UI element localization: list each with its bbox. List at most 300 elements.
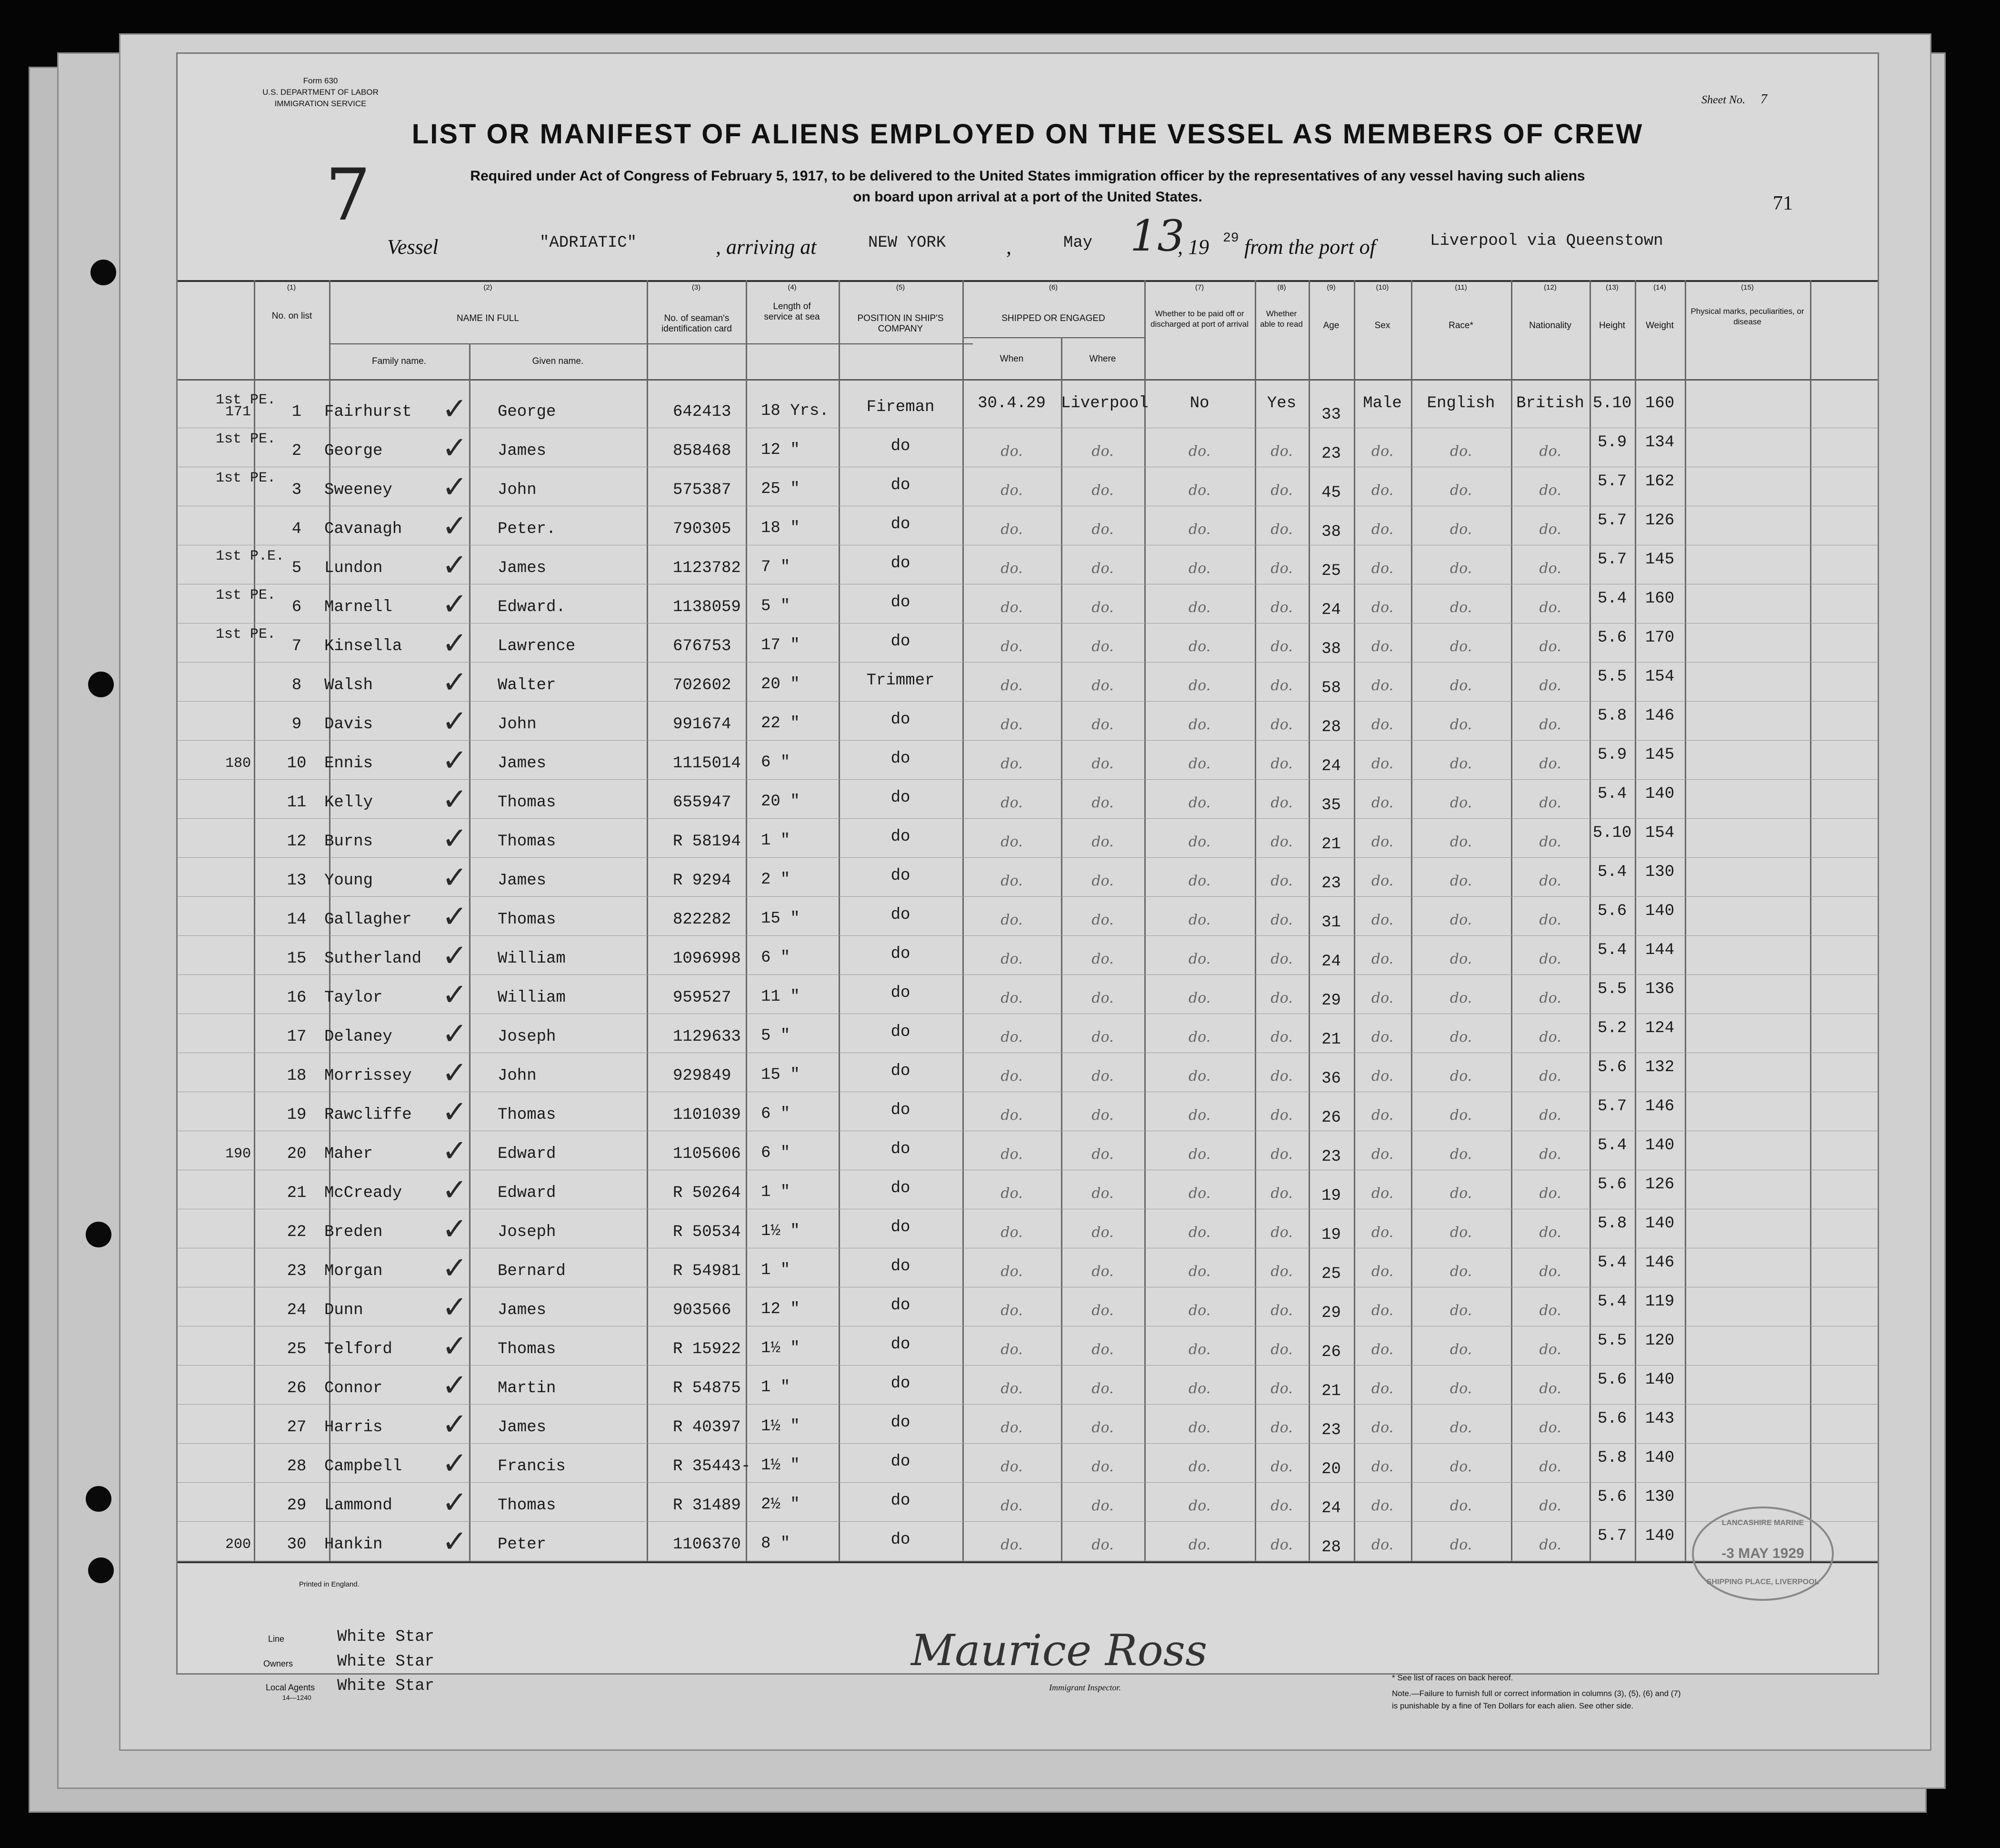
age: 24 bbox=[1321, 1499, 1341, 1517]
able-to-read-ditto: do. bbox=[1270, 1380, 1293, 1397]
paid-off-ditto: do. bbox=[1188, 1107, 1211, 1124]
height: 5.6 bbox=[1597, 629, 1627, 647]
age: 25 bbox=[1321, 1265, 1341, 1283]
race-ditto: do. bbox=[1450, 1068, 1472, 1085]
table-row bbox=[178, 1171, 1878, 1209]
checkmark-icon: ✓ bbox=[442, 470, 468, 505]
shipped-when-ditto: do. bbox=[1000, 1380, 1023, 1397]
row-number: 27 bbox=[287, 1418, 307, 1436]
height: 5.2 bbox=[1597, 1019, 1627, 1037]
ship-position: do bbox=[890, 1531, 910, 1549]
height: 5.7 bbox=[1597, 1097, 1627, 1115]
col-number: (7) bbox=[1195, 283, 1204, 291]
header-length-service: Length of service at sea bbox=[764, 301, 820, 322]
height: 5.4 bbox=[1597, 1136, 1627, 1155]
given-name: Walter bbox=[498, 676, 556, 694]
table-row bbox=[178, 897, 1878, 935]
agents-value: White Star bbox=[337, 1677, 435, 1695]
service-length: 20 " bbox=[761, 675, 800, 693]
checkmark-icon: ✓ bbox=[442, 1407, 468, 1442]
height: 5.6 bbox=[1597, 1410, 1627, 1428]
manifest-sheet bbox=[176, 52, 1879, 1710]
row-number: 6 bbox=[291, 598, 302, 616]
paid-off: No bbox=[1190, 394, 1210, 412]
row-number: 28 bbox=[287, 1457, 307, 1476]
table-row bbox=[178, 1366, 1878, 1404]
shipped-where-ditto: do. bbox=[1091, 1185, 1114, 1202]
sex-ditto: do. bbox=[1371, 1419, 1394, 1436]
shipped-when-ditto: do. bbox=[1000, 677, 1023, 694]
sex-ditto: do. bbox=[1371, 599, 1394, 616]
sex-ditto: do. bbox=[1371, 912, 1394, 928]
page-number: 71 bbox=[1773, 192, 1793, 214]
stamp-date: -3 MAY 1929 bbox=[1721, 1546, 1804, 1561]
checkmark-icon: ✓ bbox=[442, 899, 468, 934]
given-name: Peter. bbox=[498, 520, 556, 538]
id-card-number: 858468 bbox=[673, 442, 731, 460]
able-to-read-ditto: do. bbox=[1270, 873, 1293, 889]
able-to-read: Yes bbox=[1267, 394, 1297, 412]
nationality-ditto: do. bbox=[1539, 1029, 1561, 1045]
height: 5.6 bbox=[1597, 1371, 1627, 1389]
id-card-number: 655947 bbox=[673, 793, 731, 812]
given-name: George bbox=[498, 403, 556, 421]
id-card-number: 991674 bbox=[673, 715, 731, 733]
able-to-read-ditto: do. bbox=[1270, 1497, 1293, 1514]
service-length: 2½ " bbox=[761, 1496, 800, 1514]
id-card-number: 575387 bbox=[673, 481, 731, 499]
shipped-when-ditto: do. bbox=[1000, 1146, 1023, 1163]
form-identifier bbox=[249, 75, 392, 110]
sex-ditto: do. bbox=[1371, 716, 1394, 733]
table-row bbox=[178, 663, 1878, 701]
height: 5.5 bbox=[1597, 668, 1627, 686]
shipped-when-ditto: do. bbox=[1000, 599, 1023, 616]
height: 5.10 bbox=[1592, 394, 1632, 412]
shipped-where-ditto: do. bbox=[1091, 560, 1114, 577]
age: 36 bbox=[1321, 1070, 1341, 1088]
checkmark-icon: ✓ bbox=[442, 548, 468, 583]
able-to-read-ditto: do. bbox=[1270, 1146, 1293, 1163]
family-name: McCready bbox=[324, 1184, 402, 1202]
service-name: IMMIGRATION SERVICE bbox=[274, 99, 367, 108]
row-number: 14 bbox=[287, 911, 307, 929]
family-name: Dunn bbox=[324, 1301, 363, 1319]
ship-position: do bbox=[890, 593, 910, 612]
able-to-read-ditto: do. bbox=[1270, 1419, 1293, 1436]
given-name: Peter bbox=[498, 1536, 547, 1554]
weight: 140 bbox=[1645, 902, 1675, 920]
shipped-when-ditto: do. bbox=[1000, 521, 1023, 538]
family-name: Kelly bbox=[324, 793, 373, 812]
shipped-when-ditto: do. bbox=[1000, 1068, 1023, 1085]
sex-ditto: do. bbox=[1371, 1224, 1394, 1241]
sex-ditto: do. bbox=[1371, 1107, 1394, 1124]
table-row bbox=[178, 741, 1878, 779]
row-rule bbox=[178, 1482, 1878, 1483]
age: 29 bbox=[1321, 1304, 1341, 1322]
shipped-where-ditto: do. bbox=[1091, 638, 1114, 655]
shipped-where-ditto: do. bbox=[1091, 912, 1114, 928]
ship-position: do bbox=[890, 945, 910, 963]
col-number: (5) bbox=[896, 283, 905, 291]
able-to-read-ditto: do. bbox=[1270, 1107, 1293, 1124]
date-separator: , bbox=[1006, 235, 1011, 259]
from-port-label: from the port of bbox=[1244, 235, 1376, 259]
age: 19 bbox=[1321, 1226, 1341, 1244]
owners-value: White Star bbox=[337, 1653, 435, 1671]
sex-ditto: do. bbox=[1371, 1146, 1394, 1163]
weight: 154 bbox=[1645, 668, 1675, 686]
service-length: 1 " bbox=[761, 1261, 790, 1279]
family-name: Gallagher bbox=[324, 911, 412, 929]
race-ditto: do. bbox=[1450, 794, 1472, 811]
owners-label: Owners bbox=[263, 1659, 293, 1668]
service-length: 1 " bbox=[761, 832, 790, 850]
service-length: 12 " bbox=[761, 441, 800, 459]
age: 23 bbox=[1321, 1148, 1341, 1166]
able-to-read-ditto: do. bbox=[1270, 794, 1293, 811]
nationality-ditto: do. bbox=[1539, 521, 1561, 538]
id-card-number: 642413 bbox=[673, 403, 731, 421]
age: 28 bbox=[1321, 1538, 1341, 1557]
sex-ditto: do. bbox=[1371, 1302, 1394, 1319]
row-number: 20 bbox=[287, 1145, 307, 1163]
id-card-number: 959527 bbox=[673, 989, 731, 1007]
header-paid-off: Whether to be paid off or discharged at port of arrival bbox=[1150, 309, 1249, 329]
age: 31 bbox=[1321, 914, 1341, 932]
race-ditto: do. bbox=[1450, 1263, 1472, 1280]
weight: 132 bbox=[1645, 1058, 1675, 1076]
weight: 140 bbox=[1645, 1449, 1675, 1467]
shipped-when-ditto: do. bbox=[1000, 1107, 1023, 1124]
weight: 144 bbox=[1645, 941, 1675, 959]
family-name: Ennis bbox=[324, 754, 373, 773]
row-number: 11 bbox=[287, 793, 307, 812]
shipped-when-ditto: do. bbox=[1000, 1341, 1023, 1358]
shipped-when-ditto: do. bbox=[1000, 482, 1023, 499]
height: 5.4 bbox=[1597, 1293, 1627, 1311]
service-length: 7 " bbox=[761, 558, 790, 576]
row-number: 18 bbox=[287, 1067, 307, 1085]
checkmark-icon: ✓ bbox=[442, 665, 468, 700]
paid-off-ditto: do. bbox=[1188, 716, 1211, 733]
row-rule bbox=[178, 1443, 1878, 1444]
row-rule bbox=[178, 1560, 1878, 1561]
weight: 154 bbox=[1645, 824, 1675, 842]
paid-off-ditto: do. bbox=[1188, 1380, 1211, 1397]
family-name: Breden bbox=[324, 1223, 383, 1241]
age: 21 bbox=[1321, 835, 1341, 854]
shipped-where-ditto: do. bbox=[1091, 443, 1114, 460]
weight: 145 bbox=[1645, 551, 1675, 569]
row-rule bbox=[178, 1521, 1878, 1522]
id-card-number: R 50534 bbox=[673, 1223, 741, 1241]
shipped-subheader-rule bbox=[963, 337, 1144, 338]
col-number: (1) bbox=[287, 283, 296, 291]
nationality-ditto: do. bbox=[1539, 1146, 1561, 1163]
table-row bbox=[178, 780, 1878, 818]
able-to-read-ditto: do. bbox=[1270, 1302, 1293, 1319]
given-name: William bbox=[498, 989, 566, 1007]
checkmark-icon: ✓ bbox=[442, 1055, 468, 1091]
row-rule bbox=[178, 740, 1878, 741]
race-ditto: do. bbox=[1450, 755, 1472, 772]
shipped-when-ditto: do. bbox=[1000, 1537, 1023, 1553]
sex-ditto: do. bbox=[1371, 560, 1394, 577]
ship-position: do bbox=[890, 437, 910, 455]
weight: 140 bbox=[1645, 1136, 1675, 1155]
family-name: Hankin bbox=[324, 1536, 383, 1554]
age: 45 bbox=[1321, 484, 1341, 502]
weight: 170 bbox=[1645, 629, 1675, 647]
able-to-read-ditto: do. bbox=[1270, 1341, 1293, 1358]
sex-ditto: do. bbox=[1371, 1068, 1394, 1085]
family-name: Cavanagh bbox=[324, 520, 402, 538]
age: 24 bbox=[1321, 601, 1341, 619]
height: 5.8 bbox=[1597, 1449, 1627, 1467]
paid-off-ditto: do. bbox=[1188, 1146, 1211, 1163]
row-prefix: 1st PE. bbox=[216, 470, 276, 486]
nationality-ditto: do. bbox=[1539, 1537, 1561, 1553]
family-name: Kinsella bbox=[324, 637, 402, 655]
height: 5.7 bbox=[1597, 472, 1627, 491]
sex-ditto: do. bbox=[1371, 873, 1394, 889]
weight: 126 bbox=[1645, 1175, 1675, 1194]
race-ditto: do. bbox=[1450, 677, 1472, 694]
height: 5.7 bbox=[1597, 551, 1627, 569]
shipped-where-ditto: do. bbox=[1091, 755, 1114, 772]
given-name: James bbox=[498, 872, 547, 890]
id-card-number: 790305 bbox=[673, 520, 731, 538]
age: 38 bbox=[1321, 523, 1341, 541]
ship-position: do bbox=[890, 906, 910, 924]
paid-off-ditto: do. bbox=[1188, 951, 1211, 967]
able-to-read-ditto: do. bbox=[1270, 560, 1293, 577]
race-ditto: do. bbox=[1450, 1224, 1472, 1241]
weight: 146 bbox=[1645, 1254, 1675, 1272]
family-name: Sweeney bbox=[324, 481, 392, 499]
ship-position: do bbox=[890, 1336, 910, 1354]
id-card-number: 903566 bbox=[673, 1301, 731, 1319]
col-number: (10) bbox=[1376, 283, 1389, 291]
binder-hole bbox=[88, 672, 114, 697]
service-length: 12 " bbox=[761, 1300, 800, 1318]
sex-ditto: do. bbox=[1371, 1263, 1394, 1280]
nationality-ditto: do. bbox=[1539, 794, 1561, 811]
sex-ditto: do. bbox=[1371, 638, 1394, 655]
row-number: 24 bbox=[287, 1301, 307, 1319]
sex-ditto: do. bbox=[1371, 521, 1394, 538]
shipped-when-ditto: do. bbox=[1000, 834, 1023, 850]
shipped-where-ditto: do. bbox=[1091, 677, 1114, 694]
row-left-margin-number: 200 bbox=[225, 1537, 251, 1553]
paid-off-ditto: do. bbox=[1188, 560, 1211, 577]
given-name: John bbox=[498, 481, 537, 499]
arrival-month: May bbox=[1063, 234, 1093, 252]
checkmark-icon: ✓ bbox=[442, 392, 468, 427]
name-subheader-rule bbox=[330, 343, 973, 344]
checkmark-icon: ✓ bbox=[442, 1016, 468, 1052]
header-physical-marks: Physical marks, peculiarities, or disease bbox=[1690, 307, 1804, 326]
family-name: Lundon bbox=[324, 559, 383, 577]
sex-ditto: do. bbox=[1371, 1458, 1394, 1475]
row-left-margin-number: 171 bbox=[225, 404, 251, 420]
id-card-number: R 54875 bbox=[673, 1379, 741, 1397]
id-card-number: 822282 bbox=[673, 911, 731, 929]
height: 5.6 bbox=[1597, 1488, 1627, 1506]
service-length: 1½ " bbox=[761, 1456, 800, 1475]
weight: 140 bbox=[1645, 1527, 1675, 1545]
race-ditto: do. bbox=[1450, 990, 1472, 1006]
shipped-where: Liverpool bbox=[1061, 394, 1149, 412]
row-rule bbox=[178, 857, 1878, 858]
given-name: John bbox=[498, 1067, 537, 1085]
id-card-number: 1138059 bbox=[673, 598, 741, 616]
nationality-ditto: do. bbox=[1539, 599, 1561, 616]
weight: 162 bbox=[1645, 472, 1675, 491]
row-number: 9 bbox=[291, 715, 302, 733]
race: English bbox=[1427, 394, 1495, 412]
table-row bbox=[178, 390, 1878, 428]
table-row bbox=[178, 624, 1878, 662]
nationality-ditto: do. bbox=[1539, 1497, 1561, 1514]
paid-off-ditto: do. bbox=[1188, 834, 1211, 850]
sheet-number-label: Sheet No. 7 bbox=[1701, 92, 1767, 107]
given-name: William bbox=[498, 950, 566, 968]
able-to-read-ditto: do. bbox=[1270, 1537, 1293, 1553]
able-to-read-ditto: do. bbox=[1270, 677, 1293, 694]
age: 21 bbox=[1321, 1382, 1341, 1400]
service-length: 17 " bbox=[761, 636, 800, 654]
checkmark-icon: ✓ bbox=[442, 1212, 468, 1247]
race-ditto: do. bbox=[1450, 834, 1472, 850]
row-number: 29 bbox=[287, 1496, 307, 1515]
id-card-number: R 58194 bbox=[673, 833, 741, 851]
row-number: 23 bbox=[287, 1262, 307, 1280]
checkmark-icon: ✓ bbox=[442, 977, 468, 1013]
checkmark-icon: ✓ bbox=[442, 587, 468, 622]
row-rule bbox=[178, 974, 1878, 975]
checkmark-icon: ✓ bbox=[442, 1485, 468, 1520]
paid-off-ditto: do. bbox=[1188, 1341, 1211, 1358]
id-card-number: 1123782 bbox=[673, 559, 741, 577]
given-name: James bbox=[498, 442, 547, 460]
ship-position: do bbox=[890, 1101, 910, 1119]
shipped-when-ditto: do. bbox=[1000, 443, 1023, 460]
weight: 146 bbox=[1645, 707, 1675, 725]
ship-position: do bbox=[890, 633, 910, 651]
sex-ditto: do. bbox=[1371, 482, 1394, 499]
sex-ditto: do. bbox=[1371, 1497, 1394, 1514]
ship-position: do bbox=[890, 984, 910, 1002]
col-number: (9) bbox=[1327, 283, 1336, 291]
line-label: Line bbox=[268, 1634, 285, 1644]
id-card-number: 702602 bbox=[673, 676, 731, 694]
height: 5.4 bbox=[1597, 590, 1627, 608]
paid-off-ditto: do. bbox=[1188, 873, 1211, 889]
id-card-number: 1106370 bbox=[673, 1536, 741, 1554]
shipped-where-ditto: do. bbox=[1091, 990, 1114, 1006]
able-to-read-ditto: do. bbox=[1270, 1068, 1293, 1085]
race-ditto: do. bbox=[1450, 443, 1472, 460]
shipped-when-ditto: do. bbox=[1000, 1224, 1023, 1241]
handwritten-sheet-number: 7 bbox=[325, 154, 371, 237]
nationality-ditto: do. bbox=[1539, 951, 1561, 967]
given-name: James bbox=[498, 559, 547, 577]
shipped-where-ditto: do. bbox=[1091, 951, 1114, 967]
id-card-number: 1101039 bbox=[673, 1106, 741, 1124]
departure-port: Liverpool via Queenstown bbox=[1430, 232, 1663, 250]
row-rule bbox=[178, 662, 1878, 663]
row-number: 19 bbox=[287, 1106, 307, 1124]
able-to-read-ditto: do. bbox=[1270, 1029, 1293, 1045]
table-bottom-rule bbox=[178, 1561, 1878, 1563]
age: 23 bbox=[1321, 1421, 1341, 1439]
paid-off-ditto: do. bbox=[1188, 1302, 1211, 1319]
height: 5.7 bbox=[1597, 512, 1627, 530]
weight: 146 bbox=[1645, 1097, 1675, 1115]
height: 5.6 bbox=[1597, 902, 1627, 920]
given-name: Edward bbox=[498, 1184, 556, 1202]
shipped-when-ditto: do. bbox=[1000, 560, 1023, 577]
given-name: Joseph bbox=[498, 1223, 556, 1241]
service-length: 18 " bbox=[761, 519, 800, 537]
ship-position: do bbox=[890, 1492, 910, 1510]
header-height: Height bbox=[1599, 321, 1625, 331]
year-prefix: , 19 bbox=[1178, 235, 1209, 259]
height: 5.4 bbox=[1597, 785, 1627, 803]
race-ditto: do. bbox=[1450, 1497, 1472, 1514]
service-length: 15 " bbox=[761, 910, 800, 928]
table-row bbox=[178, 507, 1878, 545]
receipt-stamp: LANCASHIRE MARINE -3 MAY 1929 SHIPPING PLACE, LIVERPOOL bbox=[1692, 1507, 1834, 1601]
age: 35 bbox=[1321, 796, 1341, 814]
department-name: U.S. DEPARTMENT OF LABOR bbox=[262, 88, 379, 97]
nationality-ditto: do. bbox=[1539, 1224, 1561, 1241]
table-top-rule bbox=[178, 280, 1878, 282]
family-name: Davis bbox=[324, 715, 373, 733]
given-name: Thomas bbox=[498, 911, 556, 929]
paid-off-ditto: do. bbox=[1188, 1068, 1211, 1085]
age: 58 bbox=[1321, 679, 1341, 697]
family-name: Rawcliffe bbox=[324, 1106, 412, 1124]
service-length: 1½ " bbox=[761, 1339, 800, 1357]
header-name-in-full: NAME IN FULL bbox=[457, 313, 519, 323]
checkmark-icon: ✓ bbox=[442, 626, 468, 661]
line-value: White Star bbox=[337, 1628, 435, 1646]
checkmark-icon: ✓ bbox=[442, 509, 468, 544]
shipped-where-ditto: do. bbox=[1091, 873, 1114, 889]
id-card-number: R 15922 bbox=[673, 1340, 741, 1358]
row-number: 1 bbox=[291, 403, 302, 421]
paid-off-ditto: do. bbox=[1188, 755, 1211, 772]
race-ditto: do. bbox=[1450, 1458, 1472, 1475]
height: 5.8 bbox=[1597, 1215, 1627, 1233]
arrival-day: 13 bbox=[1130, 211, 1185, 261]
id-card-number: 1105606 bbox=[673, 1145, 741, 1163]
service-length: 6 " bbox=[761, 949, 790, 967]
row-rule bbox=[178, 818, 1878, 819]
shipped-when-ditto: do. bbox=[1000, 638, 1023, 655]
age: 26 bbox=[1321, 1109, 1341, 1127]
family-name: Marnell bbox=[324, 598, 392, 616]
height: 5.6 bbox=[1597, 1175, 1627, 1194]
race-ditto: do. bbox=[1450, 873, 1472, 889]
age: 19 bbox=[1321, 1187, 1341, 1205]
height: 5.8 bbox=[1597, 707, 1627, 725]
shipped-where-ditto: do. bbox=[1091, 1537, 1114, 1553]
